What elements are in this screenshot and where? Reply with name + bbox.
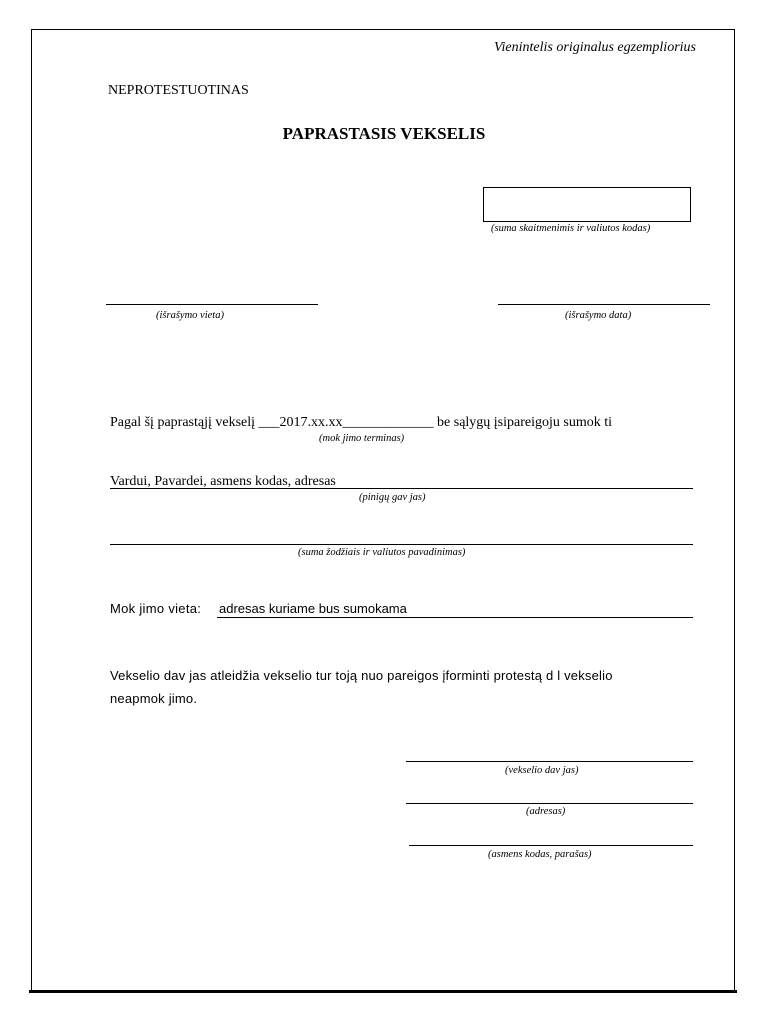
id-sign-line[interactable] <box>409 845 693 846</box>
nonprotest-label: NEPROTESTUOTINAS <box>108 83 249 98</box>
payment-place-label: Mok jimo vieta: <box>110 601 202 616</box>
issue-place-caption: (išrašymo vieta) <box>156 310 224 321</box>
release-text-line1: Vekselio dav jas atleidžia vekselio tur toją nuo pareigos įforminti protestą d l vekselio <box>110 668 613 683</box>
document-title: PAPRASTASIS VEKSELIS <box>282 124 486 143</box>
promise-middle: _____ <box>370 415 406 430</box>
promise-caption: (mok jimo terminas) <box>319 433 405 444</box>
issuer-caption: (vekselio dav jas) <box>505 765 579 776</box>
promise-prefix: Pagal šį paprastąjį vekselį ___2017.xx.xx____ <box>110 415 371 430</box>
address-caption: (adresas) <box>526 806 566 817</box>
payee-value[interactable]: Vardui, Pavardei, asmens kodas, adresas <box>110 474 336 489</box>
amount-words-caption: (suma žodžiais ir valiutos pavadinimas) <box>298 547 466 558</box>
issue-place-line[interactable] <box>106 304 318 305</box>
amount-box-caption: (suma skaitmenimis ir valiutos kodas) <box>491 223 651 234</box>
payee-caption: (pinigų gav jas) <box>359 492 426 503</box>
page-border <box>31 29 735 993</box>
issue-date-line[interactable] <box>498 304 710 305</box>
promise-suffix: ____ be sąlygų įsipareigoju sumok ti <box>405 415 613 430</box>
release-text-line2: neapmok jimo. <box>110 691 198 706</box>
address-line[interactable] <box>406 803 693 804</box>
header-note: Vienintelis originalus egzempliorius <box>494 40 696 55</box>
issuer-signature-line[interactable] <box>406 761 693 762</box>
amount-words-line[interactable] <box>110 544 693 545</box>
promise-text <box>110 415 612 431</box>
amount-box[interactable] <box>483 187 691 222</box>
payment-place-line <box>217 617 693 618</box>
id-sign-caption: (asmens kodas, parašas) <box>488 849 592 860</box>
payee-line <box>110 488 693 489</box>
page-bottom-rule <box>29 990 737 993</box>
issue-date-caption: (išrašymo data) <box>565 310 632 321</box>
payment-place-value[interactable]: adresas kuriame bus sumokama <box>219 601 407 616</box>
